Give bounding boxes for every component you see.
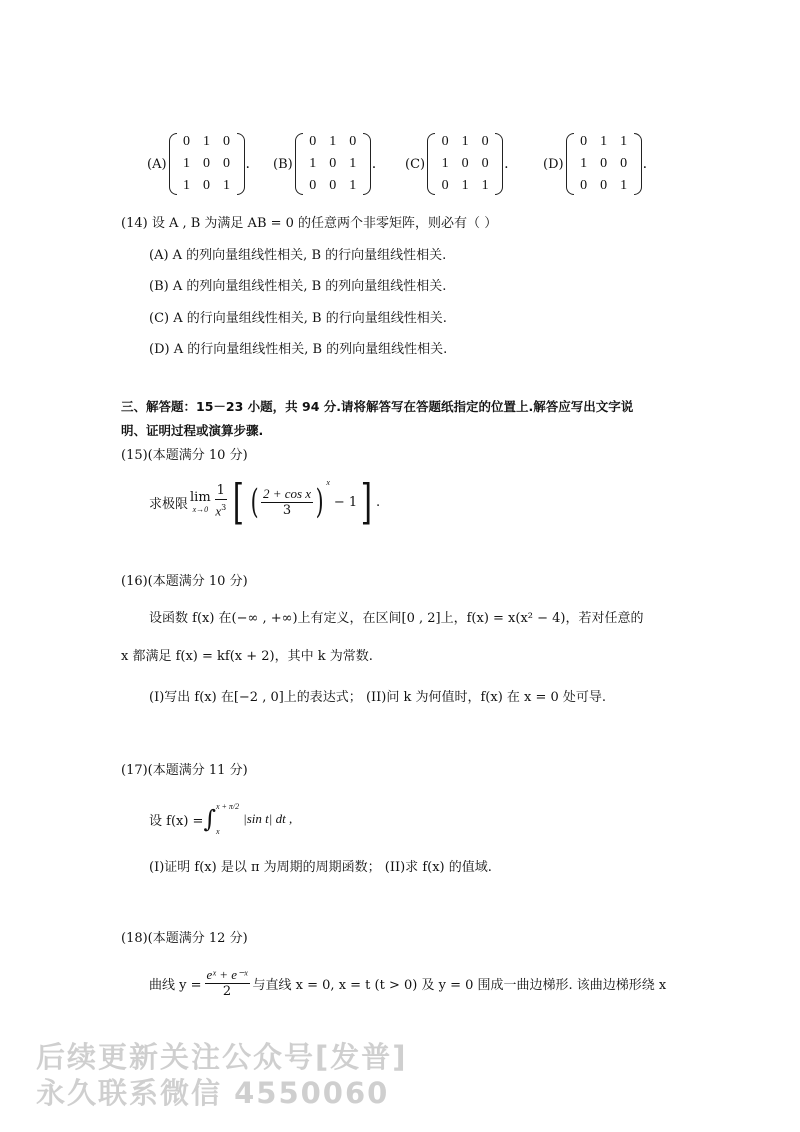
q18-formula [149,962,666,1004]
q14-option-c: (C) A 的行向量组线性相关, B 的行向量组线性相关. [149,311,447,326]
option-label: (D) [543,156,564,172]
integral-sign: ∫ [203,805,216,833]
q17-integrand: |sin t| dt , [243,811,293,826]
fraction-1-over-x3: $\frac{1}{x^3}$ [215,483,227,519]
q17-prefix: 设 f(x) = [149,813,204,829]
fraction-2-plus-cos: $\frac{\text{2 + cos x}}{3}$ [262,485,312,518]
q17-parts: (I)证明 f(x) 是以 π 为周期的周期函数； (II)求 f(x) 的值域. [149,860,492,875]
q14-stem: (14) 设 A , B 为满足 AB = 0 的任意两个非零矩阵，则必有（ ） [121,216,498,231]
q16-header: (16)(本题满分 10 分) [121,574,248,589]
q16-line1: 设函数 f(x) 在(−∞ , +∞)上有定义，在区间[0 , 2]上，f(x) = x(x² − 4)，若对任意的 [149,611,644,626]
q14-option-a: (A) A 的列向量组线性相关, B 的行向量组线性相关. [149,248,447,263]
q18-suffix: 与直线 x = 0, x = t (t > 0) 及 y = 0 围成一曲边梯形. 该曲边梯形绕 x [252,977,667,993]
watermark-line2: 永久联系微信 4550060 [36,1076,390,1110]
matrix: 0 1 0 1 0 1 0 0 1 [295,131,371,197]
option-label: (A) [147,156,167,172]
matrix: 0 1 0 1 0 0 0 1 1 [427,131,503,197]
q14-option-b: (B) A 的列向量组线性相关, B 的列向量组线性相关. [149,279,447,294]
q14-option-d: (D) A 的行向量组线性相关, B 的列向量组线性相关. [149,342,448,357]
q13-option-d: (D) 0 1 1 1 0 0 0 0 1 . [543,128,647,200]
q17-header: (17)(本题满分 11 分) [121,763,248,778]
q15-prefix: 求极限 [149,496,189,512]
option-label: (C) [405,156,426,172]
q16-line2: x 都满足 f(x) = kf(x + 2)，其中 k 为常数. [121,649,373,664]
matrix: 0 1 0 1 0 0 1 0 1 [169,131,245,197]
q18-header: (18)(本题满分 12 分) [121,931,248,946]
watermark-line1: 后续更新关注公众号[发普] [36,1040,408,1074]
matrix: 0 1 1 1 0 0 0 0 1 [566,131,642,197]
q15-header: (15)(本题满分 10 分) [121,448,248,463]
integral-limits: x + π/2 x [215,802,240,836]
limit: lim x→0 [190,489,211,514]
section-heading-line1: 三、解答题：15－23 小题，共 94 分.请将解答写在答题纸指定的位置上.解答应写出文字说 [121,399,634,414]
q16-parts: (I)写出 f(x) 在[−2 , 0]上的表达式； (II)问 k 为何值时，f(x) 在 x = 0 处可导. [149,690,607,705]
q13-option-a: (A) 0 1 0 1 0 0 1 0 1 . [147,128,250,200]
q15-formula: 求极限 lim x→0 $\frac{1}{x^3}$ [ ( $\frac{\text{2 + cos x}}{3}$ ) x − 1 ] . [149,474,381,530]
q13-option-b: (B) 0 1 0 1 0 1 0 0 1 . [273,128,376,200]
option-label: (B) [273,156,293,172]
q13-option-c: (C) 0 1 0 1 0 0 0 1 1 . [405,128,509,200]
q18-fraction: $\frac{\text{eˣ + e⁻ˣ}}{2}$ [206,966,248,999]
q18-prefix: 曲线 y = [149,977,202,993]
section-heading-line2: 明、证明过程或演算步骤. [121,423,264,438]
q17-formula [149,800,292,838]
